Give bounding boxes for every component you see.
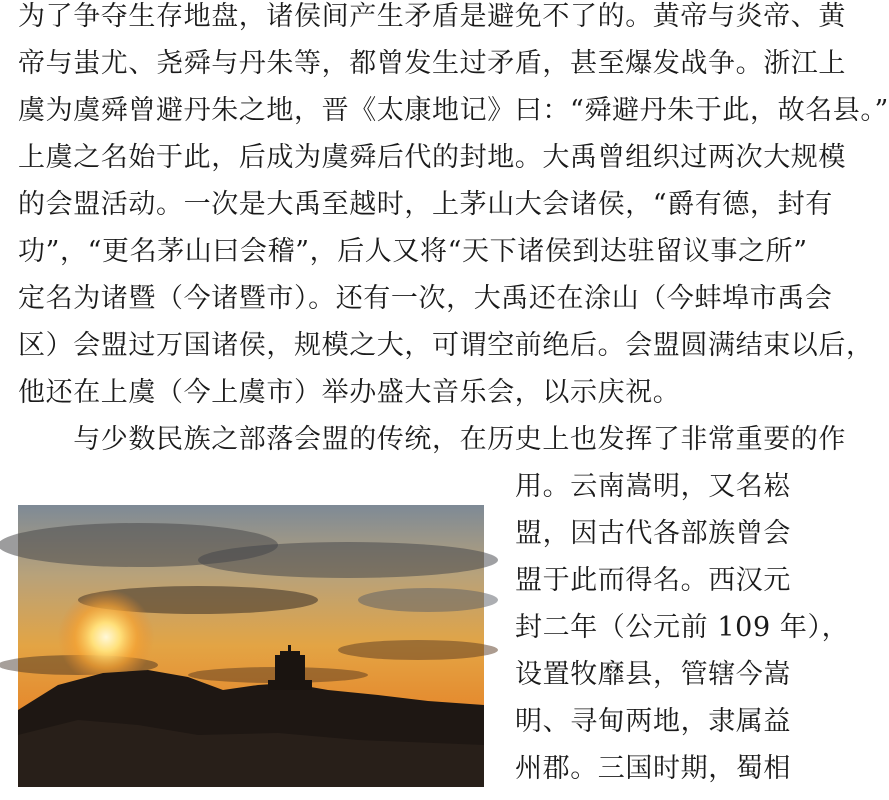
side-text-line: 明、寻甸两地，隶属益 bbox=[515, 706, 791, 737]
text-line: 他还在上虞（今上虞市）举办盛大音乐会，以示庆祝。 bbox=[18, 377, 681, 408]
text-line: 上虞之名始于此，后成为虞舜后代的封地。大禹曾组织过两次大规模 bbox=[18, 142, 846, 173]
side-text-line: 盟，因古代各部族曾会 bbox=[515, 518, 791, 549]
side-text-line: 州郡。三国时期，蜀相 bbox=[515, 753, 791, 784]
text-line: 为了争夺生存地盘，诸侯间产生矛盾是避免不了的。黄帝与炎帝、黄 bbox=[18, 1, 846, 32]
text-line: 与少数民族之部落会盟的传统，在历史上也发挥了非常重要的作 bbox=[18, 424, 846, 455]
text-line: 区）会盟过万国诸侯，规模之大，可谓空前绝后。会盟圆满结束以后， bbox=[18, 330, 874, 361]
side-text-line: 封二年（公元前 109 年）， bbox=[515, 612, 850, 643]
text-line: 的会盟活动。一次是大禹至越时，上茅山大会诸侯，“爵有德，封有 bbox=[18, 189, 833, 220]
text-line: 定名为诸暨（今诸暨市）。还有一次，大禹还在涂山（今蚌埠市禹会 bbox=[18, 283, 833, 314]
text-line: 功”，“更名茅山曰会稽”，后人又将“天下诸侯到达驻留议事之所” bbox=[18, 236, 808, 267]
side-text-line: 设置牧靡县，管辖今嵩 bbox=[515, 659, 791, 690]
sunset-watchtower-photo bbox=[18, 505, 484, 787]
text-line: 虞为虞舜曾避丹朱之地，晋《太康地记》曰：“舜避丹朱于此，故名县。” bbox=[18, 95, 889, 126]
text-line: 帝与蚩尤、尧舜与丹朱等，都曾发生过矛盾，甚至爆发战争。浙江上 bbox=[18, 48, 846, 79]
side-text-line: 盟于此而得名。西汉元 bbox=[515, 565, 791, 596]
side-text-line: 用。云南嵩明，又名崧 bbox=[515, 471, 791, 502]
